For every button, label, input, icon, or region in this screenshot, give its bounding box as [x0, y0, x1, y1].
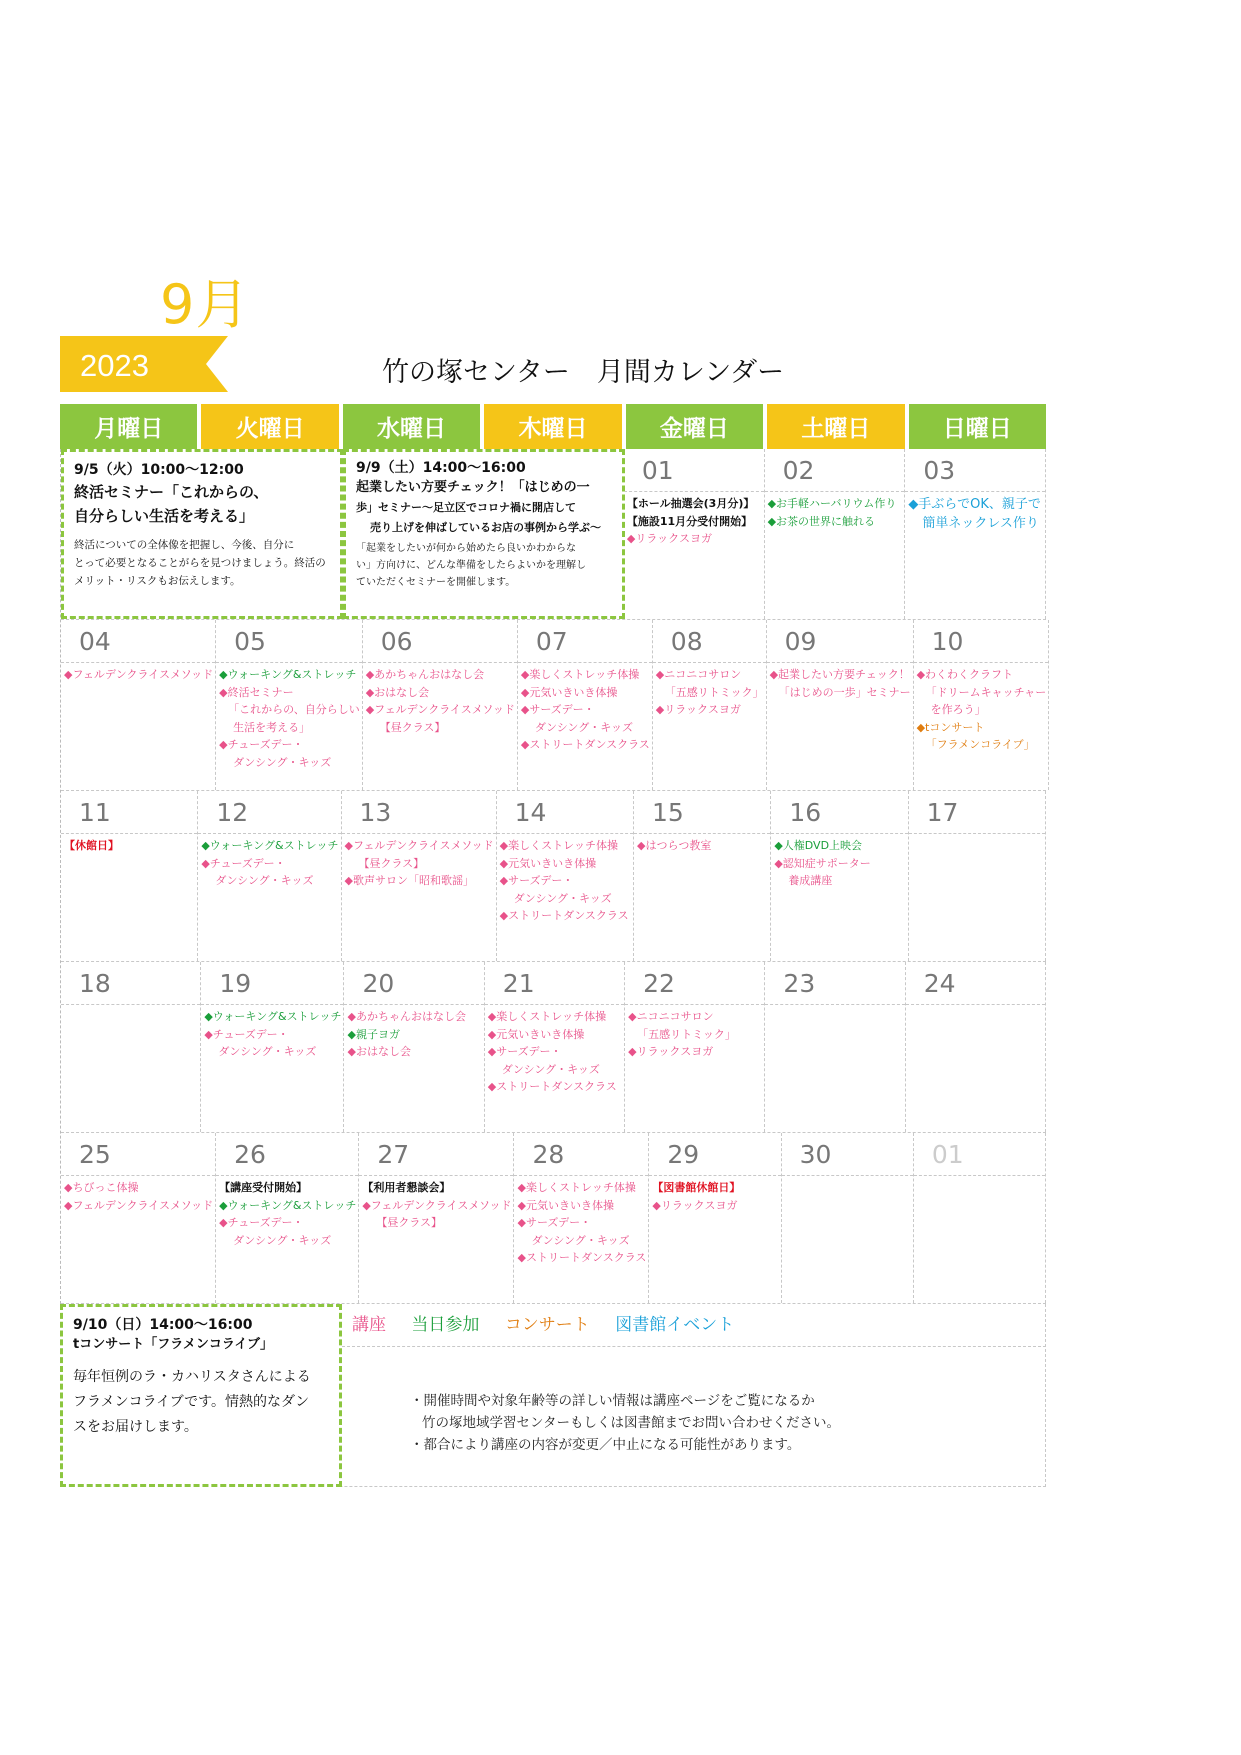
feature-time: 9/5（火）10:00～12:00 [74, 462, 244, 478]
event-item: ◆認知症サポーター [774, 856, 871, 870]
event-item-cont [917, 684, 1047, 702]
event-item: ◆フェルデンクライスメソッド [362, 1198, 512, 1212]
note-line: 竹の塚地域学習センターもしくは図書館までお問い合わせください。 [422, 1415, 840, 1431]
feature-description [356, 540, 612, 591]
event-item-cont [488, 1061, 622, 1079]
event-list [905, 492, 1045, 533]
feature-desc-line: メリット・リスクもお伝えします。 [74, 575, 241, 587]
event-item-continued: 【昼クラス】 [376, 1216, 442, 1229]
day-number: 06 [363, 620, 517, 663]
day-number: 03 [905, 449, 1045, 492]
day-number: 16 [771, 791, 907, 834]
feature-desc-line: 毎年恒例のラ・カハリスタさんによる [73, 1369, 311, 1385]
event-item-continued: ダンシング・キッズ [233, 755, 332, 769]
event-item: ◆楽しくストレッチ体操 [520, 668, 640, 681]
event-item: ◆リラックスヨガ [652, 1198, 738, 1212]
day-number: 07 [518, 620, 652, 663]
day-cell-09 [767, 620, 914, 790]
event-item: ◆起業したい方要チェック！ [769, 668, 910, 681]
feature-desc-line: い」方向けに、どんな準備をしたらよいかを理解し [356, 560, 586, 571]
feature-description [74, 536, 330, 590]
day-number: 01 [914, 1133, 1045, 1176]
day-number: 26 [216, 1133, 358, 1176]
month-label: 9月 [160, 273, 251, 336]
event-item: ◆人権DVD上映会 [774, 839, 863, 852]
day-cell-28 [514, 1133, 649, 1303]
event-item: ◆歌声サロン「昭和歌謡」 [344, 874, 474, 887]
event-item: ◆おはなし会 [347, 1045, 411, 1058]
event-item: ◆フェルデンクライスメソッド [64, 1198, 214, 1212]
event-item-cont [219, 754, 360, 772]
day-number: 01 [624, 449, 764, 492]
bottom-section [60, 1304, 1046, 1487]
event-item: ◆リラックスヨガ [655, 703, 741, 716]
event-item-cont [521, 719, 650, 737]
day-cell-15 [634, 791, 771, 961]
event-item-continued: ダンシング・キッズ [534, 720, 633, 734]
event-item: 【施設11月分受付開始】 [626, 514, 753, 528]
event-list [497, 834, 633, 925]
event-item: ◆ストリートダンスクラス [520, 738, 650, 751]
event-item-cont [204, 1043, 341, 1061]
legend-dropin: 当日参加 [411, 1315, 480, 1335]
day-number: 21 [485, 962, 624, 1005]
event-item: ◆元気いきいき体操 [517, 1198, 614, 1212]
day-number: 18 [61, 962, 200, 1005]
feature-desc-line: 終活についての全体像を把握し、今後、自分に [74, 539, 295, 551]
feature-description [73, 1365, 329, 1440]
event-item-cont [366, 719, 515, 737]
event-list [359, 1176, 513, 1232]
day-cell-20 [344, 962, 484, 1132]
day-cell-19 [201, 962, 344, 1132]
event-item-cont [219, 1232, 356, 1250]
event-list [198, 834, 340, 890]
day-cell-12 [198, 791, 341, 961]
event-item-cont [345, 855, 494, 873]
day-cell-07 [518, 620, 653, 790]
day-number: 08 [653, 620, 766, 663]
feature-box-seminar [61, 449, 343, 619]
year-banner [60, 336, 228, 392]
weekday-fri: 金曜日 [626, 404, 763, 449]
event-item: 【利用者懇談会】 [362, 1181, 451, 1194]
event-item: ◆サーズデー・ [517, 1216, 592, 1229]
day-number: 13 [342, 791, 496, 834]
event-item: ◆フェルデンクライスメソッド [365, 703, 515, 716]
day-cell-04 [61, 620, 216, 790]
event-list [216, 663, 362, 771]
legend-library: 図書館イベント [615, 1315, 735, 1335]
day-cell-next-01 [914, 1133, 1046, 1303]
event-item-cont [219, 701, 360, 719]
event-list [61, 663, 215, 684]
event-item: ◆お茶の世界に触れる [767, 514, 876, 528]
event-list [216, 1176, 358, 1249]
day-cell-26 [216, 1133, 359, 1303]
event-item-continued: 養成講座 [788, 874, 833, 887]
event-item-continued: 「五感リトミック」 [664, 685, 764, 699]
event-list [624, 492, 764, 548]
event-item: ◆楽しくストレッチ体操 [517, 1181, 636, 1194]
event-item: ◆チューズデー・ [219, 1216, 304, 1229]
event-item: ◆ニコニコサロン [655, 668, 742, 681]
event-list [514, 1176, 648, 1267]
week-row [61, 620, 1046, 791]
event-item-cont [774, 872, 905, 890]
day-cell-02 [765, 449, 906, 619]
event-item: ◆親子ヨガ [347, 1027, 400, 1041]
legend-concert: コンサート [504, 1315, 590, 1335]
day-number: 02 [765, 449, 905, 492]
category-legend [342, 1304, 1046, 1347]
feature-desc-line: とって必要となることがらを見つけましょう。終活の [74, 557, 326, 569]
feature-title: 売り上げを伸ばしているお店の事例から学ぶ～ [370, 521, 601, 534]
note-line: ・都合により講座の内容が変更／中止になる可能性があります。 [410, 1437, 801, 1453]
event-item-continued: 「ドリームキャッチャー [925, 685, 1047, 699]
day-cell-21 [485, 962, 625, 1132]
day-number: 20 [344, 962, 483, 1005]
event-item: ◆楽しくストレッチ体操 [499, 839, 619, 852]
feature-box-startup-seminar [343, 449, 625, 619]
event-item-cont [656, 684, 764, 702]
event-item: ◆終活セミナー [219, 685, 294, 699]
day-cell-25 [61, 1133, 216, 1303]
event-item: ◆サーズデー・ [499, 874, 574, 887]
feature-desc-line: 「起業をしたいが何から始めたら良いかわからな [356, 543, 576, 554]
event-item: ◆ストリートダンスクラス [517, 1251, 647, 1264]
day-cell-16 [771, 791, 908, 961]
note-line: ・開催時間や対象年齢等の詳しい情報は講座ページをご覧になるか [410, 1393, 815, 1409]
day-number: 22 [625, 962, 764, 1005]
day-cell-22 [625, 962, 765, 1132]
day-number: 11 [61, 791, 197, 834]
feature-title: 歩」セミナー～足立区でコロナ禍に開店して [356, 501, 576, 514]
event-item-continued: 「五感リトミック」 [637, 1027, 736, 1041]
event-item-cont [908, 514, 1043, 533]
day-cell-14 [497, 791, 634, 961]
event-item: ◆サーズデー・ [520, 703, 595, 716]
event-item-continued: ダンシング・キッズ [215, 874, 314, 887]
event-list [344, 1005, 483, 1061]
event-item: ◆フェルデンクライスメソッド [344, 839, 494, 852]
event-list [342, 834, 496, 890]
feature-title: 自分らしい生活を考える」 [74, 507, 255, 525]
event-item: ◆あかちゃんおはなし会 [347, 1010, 466, 1023]
event-item-cont [628, 1026, 762, 1044]
event-list [771, 834, 907, 890]
event-item: ◆元気いきいき体操 [487, 1027, 585, 1041]
week-row [61, 1133, 1046, 1304]
event-item: ◆わくわくクラフト [916, 668, 1014, 681]
event-list [201, 1005, 343, 1061]
event-item-cont [500, 890, 631, 908]
day-number: 30 [782, 1133, 913, 1176]
event-item-continued: 「はじめの一歩」セミナー [778, 685, 911, 699]
notes [410, 1390, 840, 1456]
event-item: ◆ストリートダンスクラス [499, 909, 629, 922]
day-cell-17 [909, 791, 1046, 961]
event-list [649, 1176, 780, 1214]
event-item-cont [770, 684, 911, 702]
day-number: 23 [765, 962, 904, 1005]
event-item: ◆ウォーキング&ストレッチ [204, 1010, 342, 1023]
event-item: 【図書館休館日】 [652, 1181, 741, 1194]
event-item-cont [517, 1232, 646, 1250]
day-cell-29 [649, 1133, 781, 1303]
event-item: ◆元気いきいき体操 [520, 685, 618, 699]
day-number: 29 [649, 1133, 780, 1176]
event-item: 【講座受付開始】 [219, 1181, 308, 1194]
event-item-continued: ダンシング・キッズ [501, 1062, 600, 1076]
day-cell-23 [765, 962, 905, 1132]
event-list [61, 1176, 215, 1214]
event-item: ◆手ぶらでOK、親子で [908, 497, 1041, 512]
event-item: ◆元気いきいき体操 [499, 856, 597, 870]
day-number: 17 [909, 791, 1045, 834]
event-item: 【ホール抽選会(3月分)】 [626, 497, 755, 510]
day-cell-10 [914, 620, 1050, 790]
feature-time: 9/9（土）14:00～16:00 [356, 460, 526, 476]
day-number: 05 [216, 620, 362, 663]
day-number: 09 [767, 620, 913, 663]
event-item: ◆はつらつ教室 [636, 839, 712, 852]
day-cell-03 [905, 449, 1046, 619]
event-item: ◆お手軽ハーバリウム作り [767, 497, 897, 510]
event-item: ◆ちびっこ体操 [64, 1181, 139, 1194]
event-item-continued: 生活を考える」 [233, 720, 311, 734]
event-list [767, 663, 913, 701]
day-number: 14 [497, 791, 633, 834]
calendar-grid [60, 449, 1046, 1304]
page-title: 竹の塚センター 月間カレンダー [382, 357, 785, 388]
event-item-continued: 【昼クラス】 [358, 856, 425, 870]
feature-title: tコンサート「フラメンコライブ」 [73, 1337, 274, 1352]
weekday-sun: 日曜日 [909, 404, 1046, 449]
feature-time: 9/10（日）14:00～16:00 [73, 1317, 253, 1333]
event-item: ◆tコンサート [916, 720, 985, 734]
day-cell-13 [342, 791, 497, 961]
event-item-continued: ダンシング・キッズ [513, 891, 612, 905]
day-cell-01 [624, 449, 765, 619]
day-cell-11 [61, 791, 198, 961]
event-item-cont [917, 701, 1047, 719]
weekday-header [60, 404, 1046, 449]
event-item: ◆ニコニコサロン [628, 1010, 714, 1023]
legend-course: 講座 [352, 1315, 386, 1335]
event-item-cont [362, 1214, 511, 1232]
event-list [363, 663, 517, 736]
event-item: ◆ウォーキング&ストレッチ [201, 839, 339, 852]
event-list [634, 834, 770, 855]
weekday-sat: 土曜日 [767, 404, 904, 449]
event-item-continued: 「フラメンコライブ」 [925, 738, 1035, 751]
weekday-wed: 水曜日 [343, 404, 480, 449]
event-item-continued: 簡単ネックレス作り [922, 516, 1039, 531]
day-number: 24 [906, 962, 1045, 1005]
day-cell-06 [363, 620, 518, 790]
event-item-continued: を作ろう」 [930, 703, 986, 716]
event-item: ◆ストリートダンスクラス [487, 1080, 617, 1093]
day-number: 10 [914, 620, 1049, 663]
day-number: 15 [634, 791, 770, 834]
day-cell-05 [216, 620, 363, 790]
day-number: 25 [61, 1133, 215, 1176]
event-item: 【休館日】 [64, 839, 119, 852]
event-item: ◆楽しくストレッチ体操 [487, 1010, 607, 1023]
event-list [914, 663, 1049, 754]
event-item-continued: 「これからの、自分らしい [228, 703, 360, 716]
event-list [653, 663, 766, 719]
event-item: ◆ウォーキング&ストレッチ [219, 1198, 357, 1212]
week-row [61, 791, 1046, 962]
event-item: ◆おはなし会 [365, 685, 430, 699]
event-list [518, 663, 652, 754]
event-item-continued: ダンシング・キッズ [233, 1233, 332, 1247]
event-item-continued: ダンシング・キッズ [531, 1233, 630, 1247]
event-item-cont [219, 719, 360, 737]
feature-desc-line: ていただくセミナーを開催します。 [356, 577, 516, 588]
day-cell-27 [359, 1133, 514, 1303]
weekday-thu: 木曜日 [484, 404, 621, 449]
event-list [485, 1005, 624, 1096]
event-item-continued: 【昼クラス】 [379, 720, 446, 734]
day-number: 04 [61, 620, 215, 663]
feature-title: 起業したい方要チェック！「はじめの一 [356, 480, 590, 495]
day-number: 19 [201, 962, 343, 1005]
day-number: 28 [514, 1133, 648, 1176]
event-item: ◆フェルデンクライスメソッド [64, 668, 214, 681]
event-item: ◆サーズデー・ [487, 1045, 562, 1058]
weekday-tue: 火曜日 [201, 404, 338, 449]
day-number: 12 [198, 791, 340, 834]
feature-box-concert [60, 1304, 342, 1487]
day-cell-30 [782, 1133, 914, 1303]
event-item-continued: ダンシング・キッズ [218, 1045, 317, 1058]
weekday-mon: 月曜日 [60, 404, 197, 449]
day-cell-08 [653, 620, 767, 790]
event-list [625, 1005, 764, 1061]
week-row [61, 962, 1046, 1133]
event-list [765, 492, 905, 530]
feature-desc-line: フラメンコライブです。情熱的なダン [73, 1394, 310, 1410]
event-item: ◆ウォーキング&ストレッチ [219, 668, 357, 681]
event-item: ◆チューズデー・ [204, 1027, 289, 1041]
day-number: 27 [359, 1133, 513, 1176]
event-item-cont [917, 736, 1047, 754]
feature-title: 終活セミナー「これからの、 [74, 483, 269, 501]
event-item: ◆あかちゃんおはなし会 [365, 668, 485, 681]
event-item: ◆リラックスヨガ [628, 1045, 714, 1058]
event-item: ◆チューズデー・ [201, 856, 286, 870]
event-item: ◆チューズデー・ [219, 738, 304, 751]
event-list [61, 834, 197, 855]
calendar [60, 404, 1046, 1304]
day-cell-18 [61, 962, 201, 1132]
event-item-cont [201, 872, 338, 890]
year-label: 2023 [80, 348, 149, 383]
feature-desc-line: スをお届けします。 [73, 1419, 198, 1435]
event-item: ◆リラックスヨガ [626, 532, 713, 545]
day-cell-24 [906, 962, 1046, 1132]
